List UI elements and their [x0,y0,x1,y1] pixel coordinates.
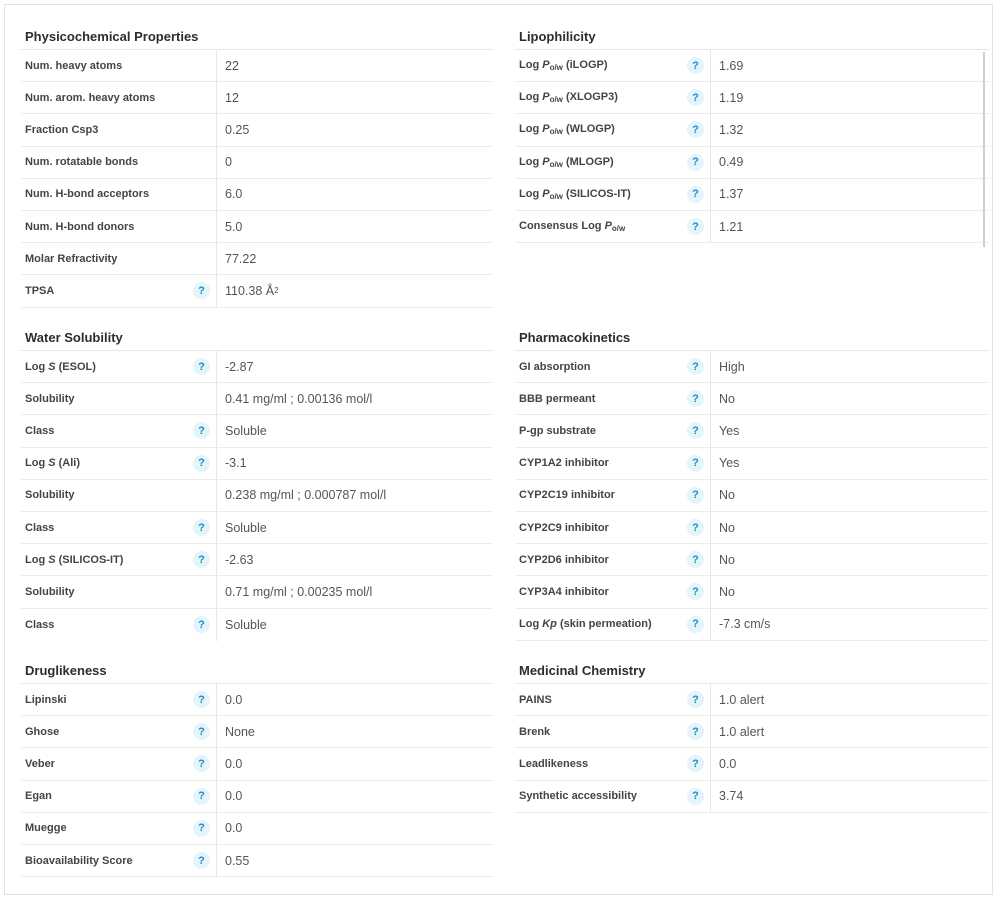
help-icon[interactable]: ? [687,788,704,805]
help-icon[interactable]: ? [193,723,210,740]
table-row [21,748,493,780]
row-label: Num. arom. heavy atoms [21,82,217,113]
row-value: 6.0 [225,187,243,202]
row-value: 1.19 [719,90,744,105]
row-label [515,748,711,779]
row-value: 12 [225,90,239,105]
table-row [515,415,989,447]
row-value: -2.63 [225,552,254,567]
row-label [21,845,217,876]
table-row [21,50,493,82]
help-icon[interactable]: ? [687,551,704,568]
pharmacokinetics-section [515,310,989,641]
row-value: No [719,552,735,567]
row-value: 0.0 [225,756,243,771]
row-label: Num. H-bond donors [21,211,217,242]
help-icon[interactable]: ? [687,121,704,138]
row-label [21,609,217,641]
row-value: 22 [225,58,239,73]
row-label [515,147,711,178]
row-value: 0 [225,155,232,170]
label-text: GI absorption [519,360,591,373]
row-value: 5.0 [225,219,243,234]
table-row [21,114,493,146]
table-row [21,82,493,114]
row-label [515,179,711,210]
row-value: -7.3 cm/s [719,617,771,632]
section-title: Water Solubility [21,310,493,351]
label-text: Consensus Log $P_{o/w}$ [519,220,626,234]
section-title: Lipophilicity [515,9,989,50]
row-label [515,716,711,747]
medicinal-chemistry-section [515,643,989,813]
table-row [515,544,989,576]
table-row [515,781,989,813]
row-value: 0.71 mg/ml ; 0.00235 mol/l [225,584,373,599]
row-label [21,415,217,446]
help-icon[interactable]: ? [687,616,704,633]
help-icon[interactable]: ? [687,691,704,708]
table-row [21,609,493,641]
table-row [515,748,989,780]
label-text: Log $P_{o/w}$ (iLOGP) [519,59,608,73]
label-text: TPSA [25,284,55,297]
help-icon[interactable]: ? [687,218,704,235]
row-label [515,512,711,543]
table-row [21,576,493,608]
label-text: BBB permeant [519,392,596,405]
row-value: Yes [719,456,740,471]
help-icon[interactable]: ? [687,519,704,536]
row-label: Solubility [21,480,217,511]
row-label [21,781,217,812]
table-row [21,147,493,179]
row-value: 0.49 [719,155,744,170]
table-row [515,82,989,114]
table-row [515,480,989,512]
table-row [515,179,989,211]
row-value: 1.0 alert [719,724,765,739]
help-icon[interactable]: ? [193,282,210,299]
help-icon[interactable]: ? [193,616,210,633]
table-row [515,147,989,179]
row-value: 0.55 [225,853,250,868]
physchem-section [21,9,493,308]
help-icon[interactable]: ? [687,755,704,772]
row-value: 0.0 [719,756,737,771]
label-text: Veber [25,757,55,770]
label-text: Lipinski [25,693,67,706]
table-row [515,609,989,641]
table-row [21,448,493,480]
row-value: No [719,520,735,535]
row-value: Soluble [225,520,267,535]
label-text: Log S (Ali) [25,457,81,470]
help-icon[interactable]: ? [687,723,704,740]
table-row [21,813,493,845]
label-text: CYP2C19 inhibitor [519,489,615,502]
row-value: Yes [719,423,740,438]
table-row [515,383,989,415]
help-icon[interactable]: ? [687,422,704,439]
table-row [21,512,493,544]
row-label [21,448,217,479]
row-label: Solubility [21,576,217,607]
row-label: Molar Refractivity [21,243,217,274]
label-text: Class [25,618,55,631]
row-value: 3.74 [719,789,744,804]
row-label [515,609,711,640]
scrollbar[interactable] [983,52,985,247]
row-value: No [719,488,735,503]
row-value: Soluble [225,617,267,632]
row-label [515,211,711,242]
table-row [21,684,493,716]
help-icon[interactable]: ? [193,422,210,439]
row-value: High [719,359,745,374]
row-value: Soluble [225,423,267,438]
table-row [515,716,989,748]
water-solubility-section [21,310,493,641]
help-icon[interactable]: ? [687,186,704,203]
table-row [515,448,989,480]
help-icon[interactable]: ? [193,820,210,837]
row-label: Fraction Csp3 [21,114,217,145]
table-row [515,50,989,82]
help-icon[interactable]: ? [193,455,210,472]
label-text: Log $P_{o/w}$ (WLOGP) [519,123,615,137]
row-value: None [225,724,255,739]
help-icon[interactable]: ? [687,57,704,74]
lipophilicity-section [515,9,989,243]
row-value: 0.0 [225,692,243,707]
row-value: 0.238 mg/ml ; 0.000787 mol/l [225,488,387,503]
label-text: Log $P_{o/w}$ (SILICOS-IT) [519,187,631,201]
row-value: 1.21 [719,219,744,234]
help-icon[interactable]: ? [193,788,210,805]
table-row [21,351,493,383]
label-text: CYP2D6 inhibitor [519,553,609,566]
label-text: CYP2C9 inhibitor [519,521,609,534]
label-text: PAINS [519,693,552,706]
druglikeness-section [21,643,493,877]
row-value: 1.37 [719,187,744,202]
table-row [21,179,493,211]
row-label [515,781,711,812]
table-row [515,114,989,146]
row-label: Num. rotatable bonds [21,147,217,178]
row-label [515,544,711,575]
help-icon[interactable]: ? [687,583,704,600]
section-title: Pharmacokinetics [515,310,989,351]
help-icon[interactable]: ? [687,89,704,106]
row-label [515,684,711,715]
row-label [515,448,711,479]
help-icon[interactable]: ? [687,154,704,171]
label-text: Log S (SILICOS-IT) [25,553,124,566]
label-text: Class [25,424,55,437]
row-value: No [719,584,735,599]
label-text: CYP1A2 inhibitor [519,457,609,470]
table-row [21,275,493,307]
help-icon[interactable]: ? [193,852,210,869]
table-row [515,512,989,544]
row-value: 0.25 [225,122,250,137]
value-text: 110.38 Å [225,283,275,298]
section-title: Druglikeness [21,643,493,684]
table-row [21,845,493,877]
label-text: Brenk [519,725,551,738]
label-text: Log S (ESOL) [25,360,96,373]
row-label: Num. H-bond acceptors [21,179,217,210]
table-row [21,480,493,512]
table-row [515,211,989,243]
label-text: Log $P_{o/w}$ (MLOGP) [519,155,614,169]
row-label [515,383,711,414]
row-value: -2.87 [225,359,254,374]
results-panel [4,4,993,895]
table-row [21,716,493,748]
label-text: CYP3A4 inhibitor [519,585,609,598]
row-value: 77.22 [225,251,257,266]
label-text: P-gp substrate [519,424,597,437]
help-icon[interactable]: ? [687,487,704,504]
row-label [21,544,217,575]
label-text: Bioavailability Score [25,854,133,867]
help-icon[interactable]: ? [193,358,210,375]
row-label [515,480,711,511]
label-text: Muegge [25,822,67,835]
help-icon[interactable]: ? [193,755,210,772]
row-value: 0.0 [225,789,243,804]
section-title: Medicinal Chemistry [515,643,989,684]
row-label [21,275,217,306]
row-label [21,512,217,543]
table-row [515,351,989,383]
table-row [21,383,493,415]
row-value: No [719,391,735,406]
row-value: 1.0 alert [719,692,765,707]
table-row [21,544,493,576]
row-label [21,351,217,382]
help-icon[interactable]: ? [193,519,210,536]
table-row [515,576,989,608]
row-label [515,576,711,607]
section-title: Physicochemical Properties [21,9,493,50]
help-icon[interactable]: ? [687,390,704,407]
table-row [21,781,493,813]
help-icon[interactable]: ? [193,691,210,708]
row-label [21,684,217,715]
label-text: Leadlikeness [519,757,589,770]
label-text: Log $P_{o/w}$ (XLOGP3) [519,91,618,105]
table-row [21,415,493,447]
row-value: 1.69 [719,58,744,73]
table-row [21,243,493,275]
row-label [21,716,217,747]
label-text: Egan [25,790,52,803]
row-label: Num. heavy atoms [21,50,217,81]
table-row [515,684,989,716]
label-text: Class [25,521,55,534]
label-text: Ghose [25,725,60,738]
label-text: Synthetic accessibility [519,790,637,803]
help-icon[interactable]: ? [687,358,704,375]
row-value: 0.41 mg/ml ; 0.00136 mol/l [225,391,373,406]
row-label [21,748,217,779]
row-label [515,351,711,382]
row-label [515,82,711,113]
row-label [515,114,711,145]
row-label [21,813,217,844]
row-label: Solubility [21,383,217,414]
row-value: 1.32 [719,122,744,137]
help-icon[interactable]: ? [687,455,704,472]
row-label [515,415,711,446]
row-value [217,275,493,306]
label-text: Log Kp (skin permeation) [519,618,652,631]
row-value: -3.1 [225,456,247,471]
table-row [21,211,493,243]
value-superscript: 2 [274,286,279,296]
row-label [515,50,711,81]
row-value: 0.0 [225,821,243,836]
help-icon[interactable]: ? [193,551,210,568]
